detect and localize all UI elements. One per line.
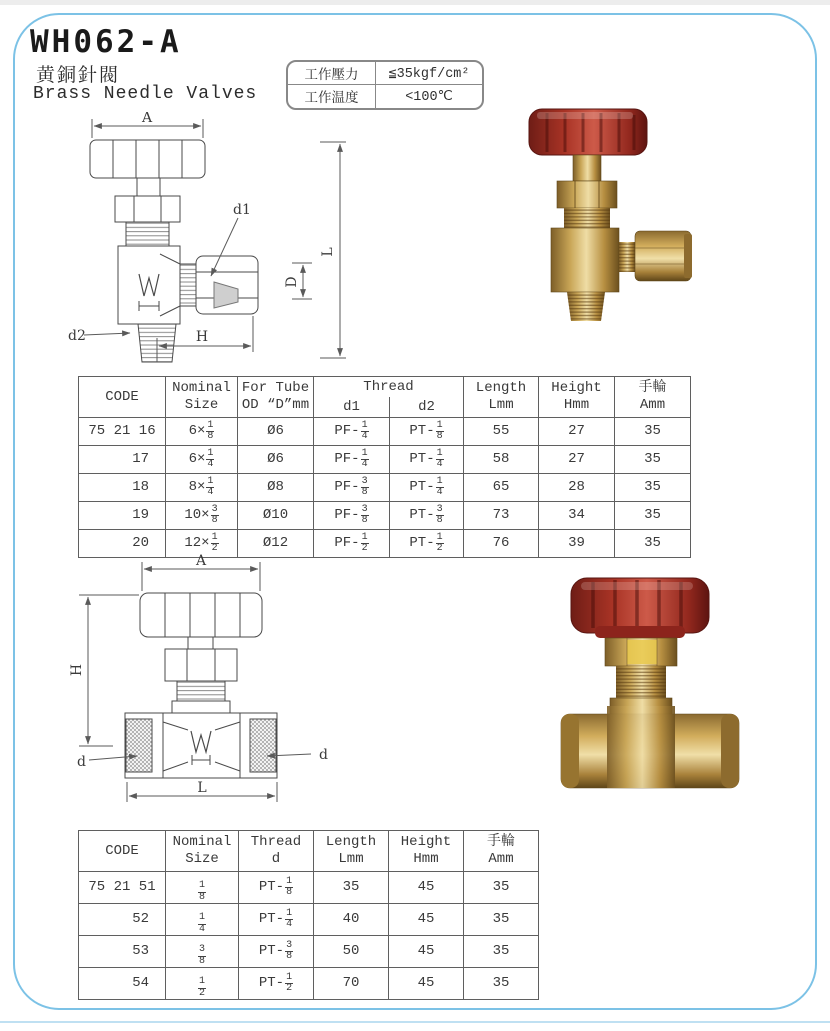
t1-header-tube: For Tube OD “D”mm bbox=[238, 377, 314, 418]
cell-code: 52 bbox=[79, 904, 166, 936]
t2-header-thread: Thread d bbox=[239, 831, 314, 872]
cell-nominal: $\frac{1}{8}$ bbox=[166, 872, 239, 904]
dim-label-h2: H bbox=[69, 663, 85, 677]
cell-thread: PT- 3 8 bbox=[239, 936, 314, 968]
t1-header-code: CODE bbox=[79, 377, 166, 418]
drawing2-threaded-stem bbox=[177, 681, 225, 701]
spec-pressure-value: ≦35kgf/cm² bbox=[376, 62, 482, 85]
dim-label-l2: L bbox=[197, 780, 207, 796]
cell-tube: Ø10 bbox=[238, 502, 314, 530]
dim-label-h1: H bbox=[195, 329, 209, 345]
table-row bbox=[79, 904, 539, 936]
cell-height: 45 bbox=[389, 904, 464, 936]
t1-header-d1: d1 bbox=[314, 397, 390, 418]
cell-length: 58 bbox=[464, 446, 539, 474]
cell-d1: PF- 1 4 bbox=[314, 446, 390, 474]
dim-label-l1: L bbox=[320, 247, 336, 257]
cell-d2: PT- 1 4 bbox=[390, 446, 464, 474]
cell-d1: PF- 3 8 bbox=[314, 502, 390, 530]
cell-tube: Ø6 bbox=[238, 418, 314, 446]
t2-header-nominal: Nominal Size bbox=[166, 831, 239, 872]
cell-length: 40 bbox=[314, 904, 389, 936]
photo1-compression-fitting bbox=[619, 231, 692, 281]
t2-header-height: Height Hmm bbox=[389, 831, 464, 872]
dim-label-a2: A bbox=[195, 553, 207, 569]
dim-label-d-right: d bbox=[319, 747, 328, 763]
dim-label-d-cap: D bbox=[284, 276, 300, 288]
table-row bbox=[79, 474, 691, 502]
cell-code: 20 bbox=[79, 530, 166, 558]
cell-wheel: 35 bbox=[615, 418, 691, 446]
table-row bbox=[79, 418, 691, 446]
cell-code: 75 21 16 bbox=[79, 418, 166, 446]
cell-length: 35 bbox=[314, 872, 389, 904]
spec-temperature-value: <100℃ bbox=[405, 90, 453, 105]
drawing1-knob bbox=[90, 140, 205, 178]
cell-tube: Ø12 bbox=[238, 530, 314, 558]
photo2-threaded-stem bbox=[616, 666, 666, 698]
cell-height: 27 bbox=[539, 446, 615, 474]
cell-thread: PT- 1 4 bbox=[239, 904, 314, 936]
drawing1-body bbox=[118, 246, 180, 324]
cell-nominal: 6× $\frac{1}{4}$ bbox=[166, 446, 238, 474]
cell-wheel: 35 bbox=[615, 502, 691, 530]
cell-length: 50 bbox=[314, 936, 389, 968]
cell-nominal: 6× $\frac{1}{8}$ bbox=[166, 418, 238, 446]
angle-valve-photo bbox=[515, 103, 720, 335]
photo1-stem bbox=[573, 155, 601, 181]
table-row bbox=[79, 446, 691, 474]
table-row bbox=[79, 502, 691, 530]
spec-pressure-label: 工作壓力 bbox=[288, 62, 376, 85]
table-row bbox=[79, 872, 539, 904]
photo1-hex-nut bbox=[557, 181, 617, 208]
drawing1-hex-nut bbox=[115, 196, 180, 222]
cell-length: 70 bbox=[314, 968, 389, 1000]
page-title: WH062-A bbox=[30, 24, 182, 60]
cell-d2: PT- 1 2 bbox=[390, 530, 464, 558]
cell-code: 17 bbox=[79, 446, 166, 474]
cell-nominal: $\frac{3}{8}$ bbox=[166, 936, 239, 968]
drawing2-body bbox=[125, 713, 277, 778]
t1-header-thread: Thread bbox=[314, 377, 464, 398]
cell-wheel: 35 bbox=[464, 872, 539, 904]
cell-length: 76 bbox=[464, 530, 539, 558]
straight-valve-drawing bbox=[55, 550, 355, 808]
cell-height: 45 bbox=[389, 968, 464, 1000]
cell-nominal: $\frac{1}{4}$ bbox=[166, 904, 239, 936]
cell-d1: PF- 1 2 bbox=[314, 530, 390, 558]
cell-code: 75 21 51 bbox=[79, 872, 166, 904]
t2-header-code: CODE bbox=[79, 831, 166, 872]
cell-tube: Ø6 bbox=[238, 446, 314, 474]
cell-thread: PT- 1 2 bbox=[239, 968, 314, 1000]
t1-header-wheel: 手輪 Amm bbox=[615, 377, 691, 418]
cell-nominal: 8× $\frac{1}{4}$ bbox=[166, 474, 238, 502]
cell-wheel: 35 bbox=[464, 904, 539, 936]
cell-length: 65 bbox=[464, 474, 539, 502]
cell-nominal: 10× $\frac{3}{8}$ bbox=[166, 502, 238, 530]
angle-valve-drawing bbox=[50, 112, 360, 364]
cell-nominal: 12× $\frac{1}{2}$ bbox=[166, 530, 238, 558]
t2-header-wheel: 手輪 Amm bbox=[464, 831, 539, 872]
cell-height: 39 bbox=[539, 530, 615, 558]
drawing2-stem bbox=[188, 637, 213, 649]
t1-header-d2: d2 bbox=[390, 397, 464, 418]
cell-d2: PT- 1 4 bbox=[390, 474, 464, 502]
cell-height: 45 bbox=[389, 872, 464, 904]
t2-header-length: Length Lmm bbox=[314, 831, 389, 872]
table-row bbox=[79, 968, 539, 1000]
cell-code: 53 bbox=[79, 936, 166, 968]
t1-header-height: Height Hmm bbox=[539, 377, 615, 418]
cell-height: 45 bbox=[389, 936, 464, 968]
t1-header-nominal: Nominal Size bbox=[166, 377, 238, 418]
spec-temperature-label: 工作温度 bbox=[288, 85, 376, 108]
cell-height: 34 bbox=[539, 502, 615, 530]
photo1-bottom-thread bbox=[567, 292, 605, 321]
straight-valve-photo bbox=[555, 572, 745, 807]
cell-code: 54 bbox=[79, 968, 166, 1000]
scan-edge-bottom bbox=[0, 1021, 830, 1023]
angle-valve-spec-table bbox=[78, 376, 691, 558]
drawing2-bonnet bbox=[172, 701, 230, 713]
subtitle-english: Brass Needle Valves bbox=[33, 84, 258, 104]
cell-d2: PT- 1 8 bbox=[390, 418, 464, 446]
photo1-body bbox=[551, 228, 619, 292]
photo2-body bbox=[561, 706, 739, 788]
cell-tube: Ø8 bbox=[238, 474, 314, 502]
cell-wheel: 35 bbox=[464, 968, 539, 1000]
drawing2-knob bbox=[140, 593, 262, 637]
cell-code: 19 bbox=[79, 502, 166, 530]
cell-wheel: 35 bbox=[615, 446, 691, 474]
photo1-threaded-stem bbox=[564, 208, 610, 228]
cell-length: 73 bbox=[464, 502, 539, 530]
dim-label-d1: d1 bbox=[233, 202, 251, 218]
cell-thread: PT- 1 8 bbox=[239, 872, 314, 904]
cell-height: 28 bbox=[539, 474, 615, 502]
spec-box bbox=[286, 60, 484, 110]
drawing1-dimensions bbox=[84, 119, 346, 362]
cell-d1: PF- 3 8 bbox=[314, 474, 390, 502]
drawing1-compression-fitting bbox=[180, 256, 258, 314]
drawing2-hex-nut bbox=[165, 649, 237, 681]
cell-d1: PF- 1 4 bbox=[314, 418, 390, 446]
dim-label-a1: A bbox=[141, 112, 153, 126]
drawing1-threaded-stem bbox=[126, 222, 169, 246]
cell-code: 18 bbox=[79, 474, 166, 502]
dim-label-d-left: d bbox=[77, 754, 86, 770]
photo2-hex-locknut bbox=[605, 638, 677, 666]
photo2-red-knob bbox=[571, 578, 709, 638]
cell-height: 27 bbox=[539, 418, 615, 446]
dim-label-d2: d2 bbox=[68, 328, 86, 344]
scan-edge-top bbox=[0, 0, 830, 5]
t1-header-length: Length Lmm bbox=[464, 377, 539, 418]
cell-d2: PT- 3 8 bbox=[390, 502, 464, 530]
straight-valve-spec-table bbox=[78, 830, 539, 1000]
table-row bbox=[79, 936, 539, 968]
drawing1-stem bbox=[137, 178, 160, 196]
photo1-red-knob bbox=[529, 109, 647, 155]
cell-wheel: 35 bbox=[615, 530, 691, 558]
cell-wheel: 35 bbox=[464, 936, 539, 968]
subtitle-chinese: 黄銅針閥 bbox=[36, 65, 121, 87]
cell-length: 55 bbox=[464, 418, 539, 446]
cell-nominal: $\frac{1}{2}$ bbox=[166, 968, 239, 1000]
cell-wheel: 35 bbox=[615, 474, 691, 502]
